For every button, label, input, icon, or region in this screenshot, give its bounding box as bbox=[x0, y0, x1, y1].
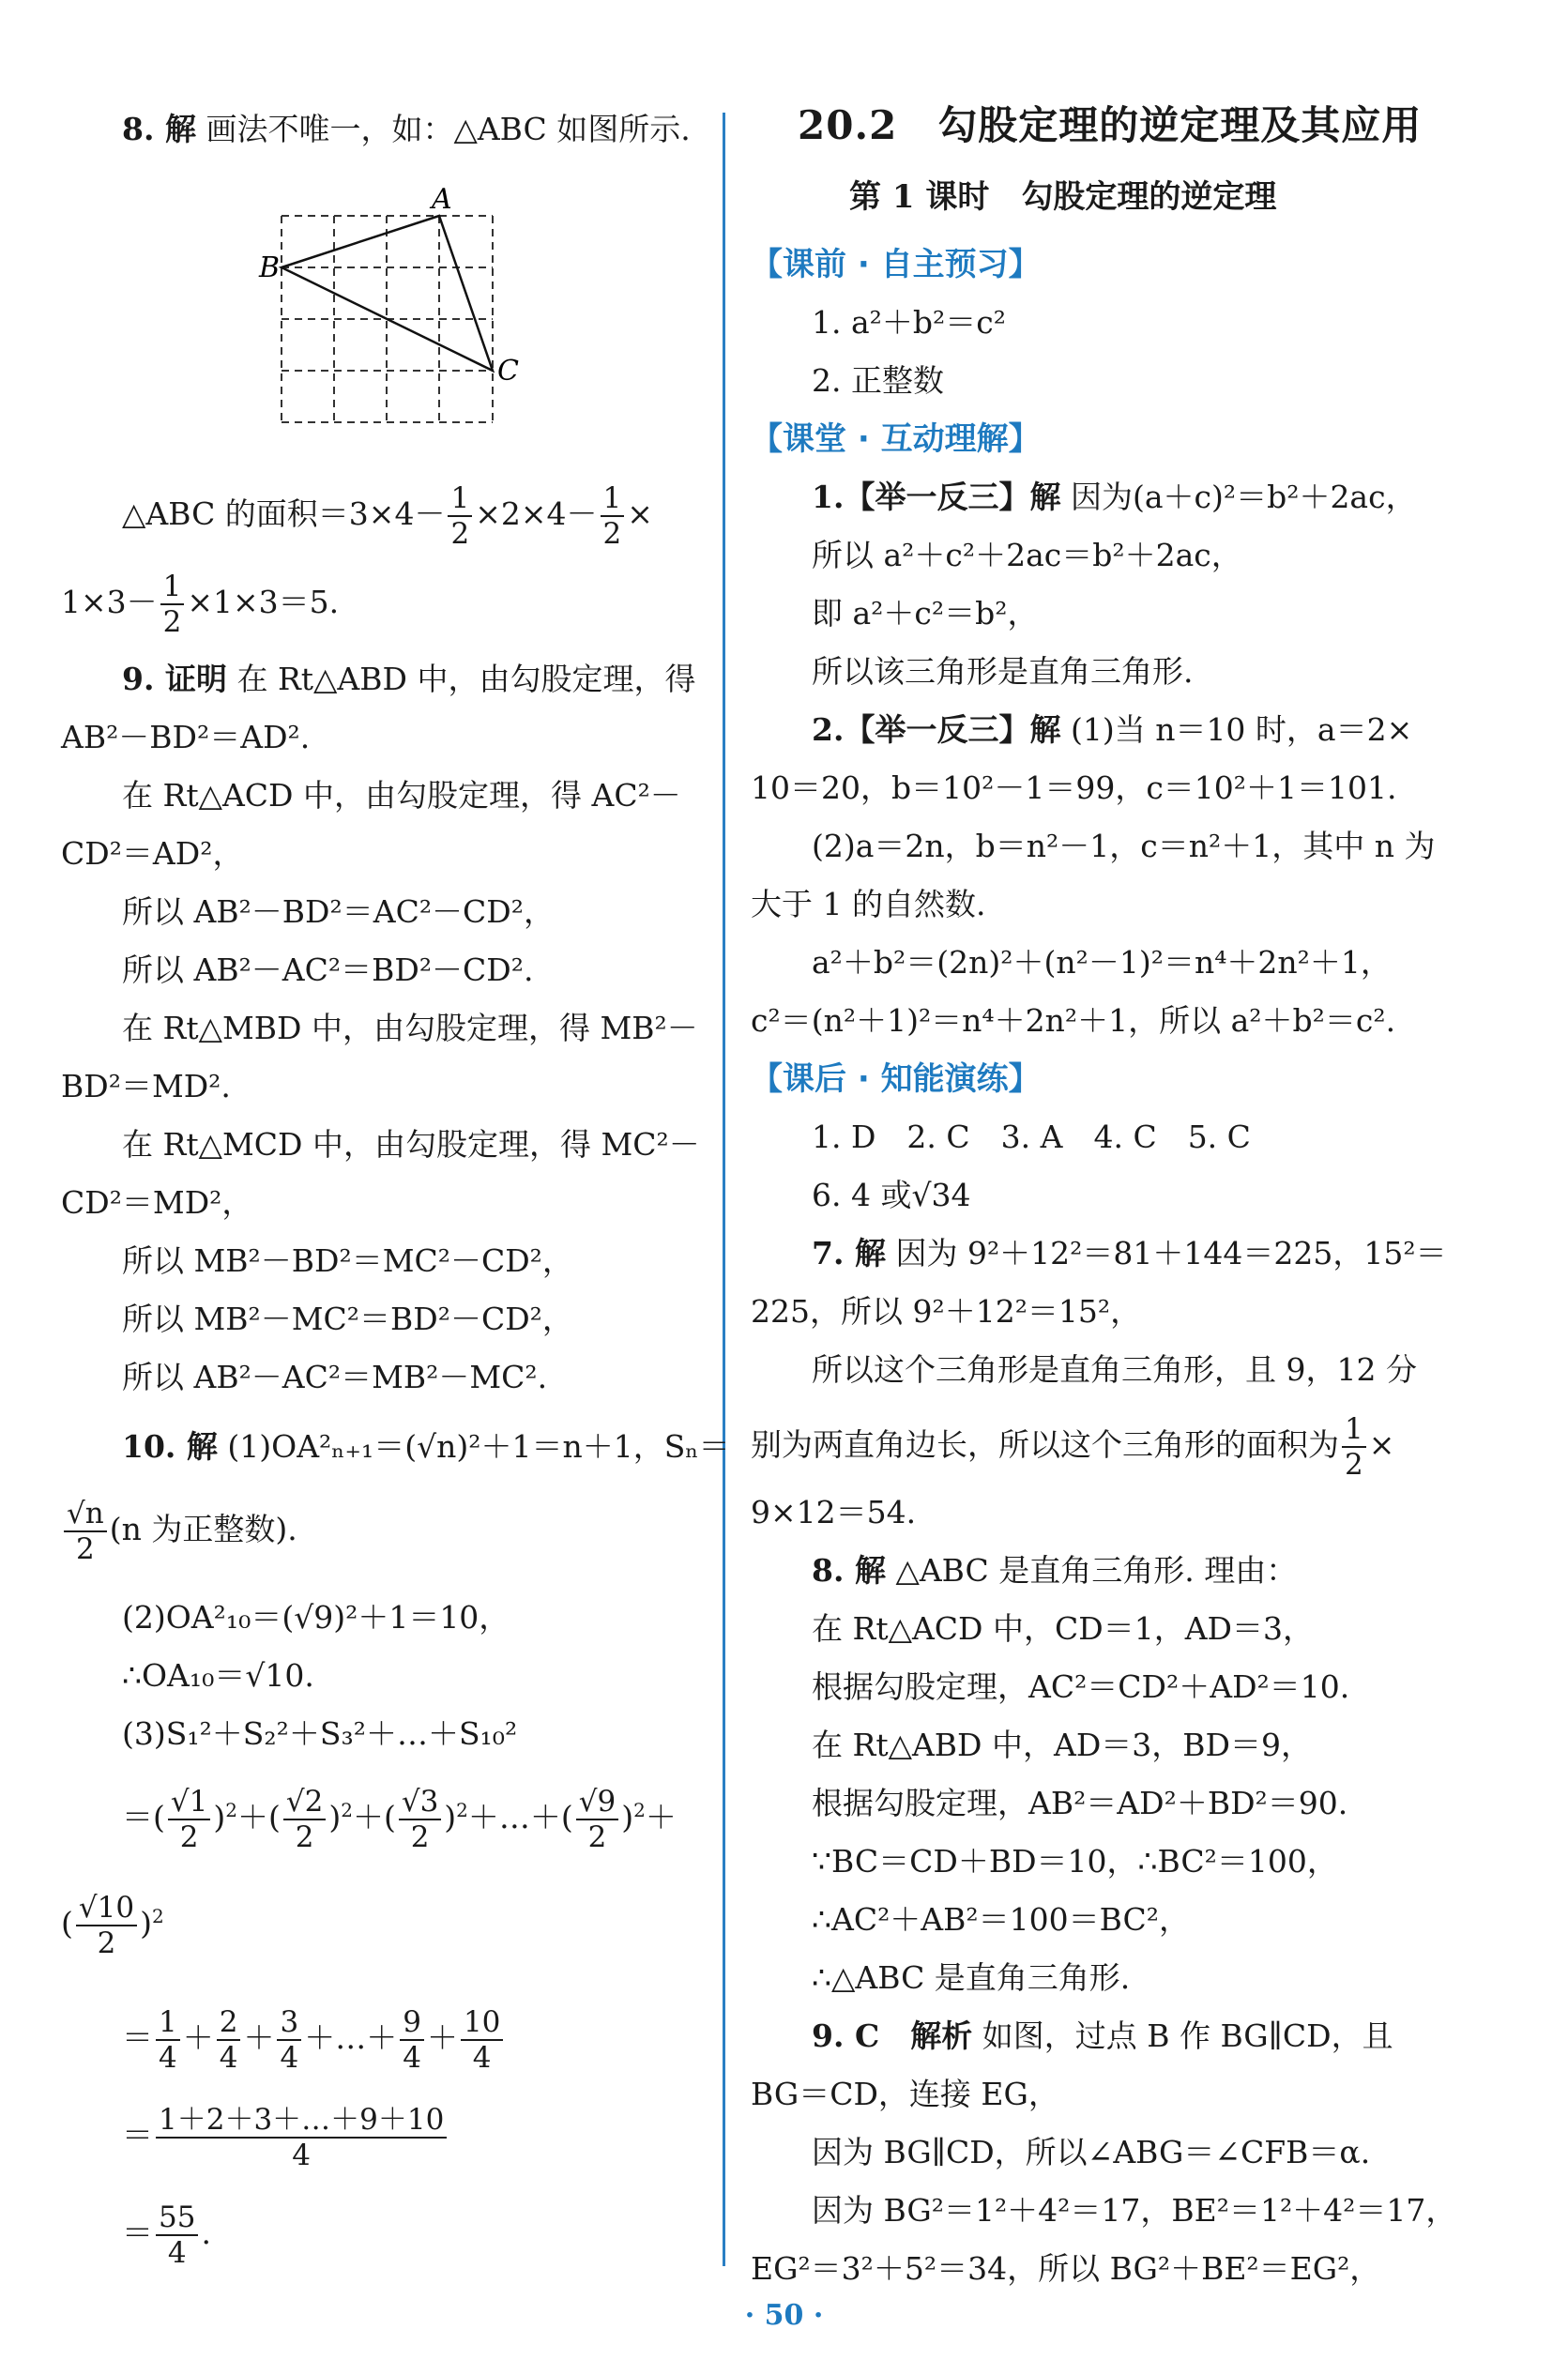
q10-line4: ∴OA₁₀＝√10. bbox=[122, 1657, 314, 1694]
numerator: √n bbox=[64, 1497, 107, 1532]
denominator: 2 bbox=[450, 517, 470, 551]
section-header-preview: 【课前 · 自主预习】 bbox=[751, 246, 1041, 283]
text: × bbox=[1368, 1426, 1395, 1463]
a8-line8: ∴△ABC 是直角三角形. bbox=[812, 1959, 1131, 1996]
text: 如图，过点 B 作 BG∥CD，且 bbox=[982, 2017, 1393, 2054]
after-answer-6: 6. 4 或√34 bbox=[812, 1177, 971, 1213]
denominator: 2 bbox=[1345, 1448, 1363, 1482]
text: ＝ bbox=[122, 2117, 153, 2154]
text: 因为 9²＋12²＝81＋144＝225，15²＝ bbox=[895, 1235, 1447, 1271]
a8-label: 8. 解 bbox=[812, 1552, 886, 1589]
q9-line12: 所以 MB²－MC²＝BD²－CD²， bbox=[122, 1301, 573, 1337]
q9-line1 bbox=[122, 659, 695, 700]
q10-sum-line5 bbox=[122, 2194, 211, 2273]
a7-label: 7. 解 bbox=[812, 1235, 886, 1271]
denominator: 2 bbox=[602, 517, 622, 551]
fraction bbox=[283, 1785, 326, 1854]
fraction bbox=[399, 1785, 441, 1854]
q8-grid-figure bbox=[259, 183, 525, 432]
numerator: 1 bbox=[156, 2005, 180, 2041]
numerator: 10 bbox=[461, 2005, 503, 2041]
numerator: √1 bbox=[168, 1785, 210, 1820]
fraction bbox=[156, 2103, 447, 2172]
fraction bbox=[156, 2200, 198, 2270]
text: ×1×3＝5. bbox=[187, 584, 340, 620]
fraction bbox=[76, 1891, 137, 1960]
q10-sum-line: ＝( $\frac{√1}{2}$ )$^2$＋( $\frac{√2}{2}$ )$^2$＋( $\frac{√3}{2}$ )$^2$＋…＋( $\frac{√9}{2}$ )$^2$＋ bbox=[122, 1785, 677, 1854]
text: 2 bbox=[341, 1799, 353, 1821]
c1-line2: 所以 a²＋c²＋2ac＝b²＋2ac， bbox=[812, 537, 1242, 573]
q10-line1 bbox=[122, 1426, 730, 1468]
text: 别为两直角边长，所以这个三角形的面积为 bbox=[751, 1426, 1339, 1463]
denominator: 4 bbox=[280, 2041, 299, 2075]
q9-line9: 在 Rt△MCD 中，由勾股定理，得 MC²－ bbox=[122, 1126, 700, 1163]
denominator: 2 bbox=[410, 1820, 430, 1854]
text: △ABC 是直角三角形. 理由： bbox=[895, 1552, 1298, 1589]
fraction bbox=[156, 2005, 180, 2075]
numerator: √2 bbox=[283, 1785, 326, 1820]
numerator: 1＋2＋3＋…＋9＋10 bbox=[156, 2103, 447, 2139]
text: ＝ bbox=[122, 2215, 153, 2251]
c2-line5: a²＋b²＝(2n)²＋(n²－1)²＝n⁴＋2n²＋1， bbox=[812, 944, 1392, 981]
numerator: 1 bbox=[1342, 1412, 1366, 1448]
text: . bbox=[201, 2215, 211, 2251]
numerator: 3 bbox=[277, 2005, 301, 2041]
numerator: 1 bbox=[448, 481, 472, 517]
a9-line2: BG＝CD，连接 EG， bbox=[751, 2076, 1059, 2112]
a7-line4 bbox=[751, 1408, 1394, 1483]
denominator: 4 bbox=[167, 2236, 187, 2270]
denominator: 4 bbox=[219, 2041, 238, 2075]
q8-text: 画法不唯一，如：△ABC 如图所示. bbox=[206, 111, 691, 147]
c2-line3: (2)a＝2n，b＝n²－1，c＝n²＋1，其中 n 为 bbox=[812, 828, 1436, 864]
numerator: 2 bbox=[217, 2005, 241, 2041]
q9-line3: 在 Rt△ACD 中，由勾股定理，得 AC²－ bbox=[122, 777, 681, 814]
c1-line3: 即 a²＋c²＝b²， bbox=[812, 595, 1039, 632]
denominator: 2 bbox=[162, 605, 182, 639]
denominator: 2 bbox=[295, 1820, 314, 1854]
q10-sum-line3 bbox=[122, 1999, 506, 2078]
label-a: A bbox=[432, 183, 452, 216]
a7-line2: 225，所以 9²＋12²＝15²， bbox=[751, 1293, 1142, 1330]
numerator: √9 bbox=[576, 1785, 618, 1820]
q9-line4: CD²＝AD²， bbox=[61, 835, 244, 872]
text: ＋ bbox=[426, 2019, 458, 2056]
text: ＋…＋ bbox=[304, 2019, 398, 2056]
text: (1)当 n＝10 时，a＝2× bbox=[1070, 711, 1413, 748]
a8-line6: ∵BC＝CD＋BD＝10，∴BC²＝100， bbox=[812, 1843, 1338, 1880]
c2-line1 bbox=[812, 709, 1412, 751]
preview-answer-1: 1. a²＋b²＝c² bbox=[812, 304, 1006, 341]
text: ＋ bbox=[243, 2019, 275, 2056]
c2-line6: c²＝(n²＋1)²＝n⁴＋2n²＋1，所以 a²＋b²＝c². bbox=[751, 1002, 1396, 1039]
a7-line1 bbox=[812, 1233, 1447, 1274]
c1-line4: 所以该三角形是直角三角形. bbox=[812, 653, 1194, 690]
a9-label: 9. C 解析 bbox=[812, 2017, 973, 2054]
q8-area-line2 bbox=[61, 567, 339, 639]
a8-line5: 根据勾股定理，AB²＝AD²＋BD²＝90. bbox=[812, 1785, 1348, 1821]
text: 2 bbox=[456, 1799, 468, 1821]
fraction bbox=[576, 1785, 618, 1854]
denominator: 2 bbox=[97, 1926, 116, 1960]
fraction bbox=[448, 481, 472, 551]
text: ＋ bbox=[182, 2019, 214, 2056]
fraction bbox=[1342, 1412, 1366, 1482]
denominator: 4 bbox=[403, 2041, 421, 2075]
text: × bbox=[627, 495, 653, 532]
c1-line1 bbox=[812, 477, 1417, 518]
fraction bbox=[217, 2005, 241, 2075]
q9-line13: 所以 AB²－AC²＝MB²－MC². bbox=[122, 1359, 548, 1395]
section-header-after-class: 【课后 · 知能演练】 bbox=[751, 1060, 1041, 1098]
q10-label: 10. 解 bbox=[122, 1428, 218, 1465]
a8-line1 bbox=[812, 1550, 1297, 1591]
numerator: 1 bbox=[160, 570, 185, 605]
label-b: B bbox=[259, 251, 281, 284]
q9-line7: 在 Rt△MBD 中，由勾股定理，得 MB²－ bbox=[122, 1010, 698, 1046]
text: 2 bbox=[151, 1905, 164, 1927]
text: ＋…＋ bbox=[467, 1799, 561, 1835]
text: ＋ bbox=[645, 1799, 677, 1835]
column-divider bbox=[723, 113, 725, 2266]
q9-line10: CD²＝MD²， bbox=[61, 1184, 253, 1221]
numerator: √10 bbox=[76, 1891, 137, 1926]
text: (1)OA²ₙ₊₁＝(√n)²＋1＝n＋1，Sₙ＝ bbox=[227, 1428, 730, 1465]
numerator: √3 bbox=[399, 1785, 441, 1820]
q9-label: 9. 证明 bbox=[122, 661, 227, 697]
denominator: 2 bbox=[587, 1820, 607, 1854]
q9-line6: 所以 AB²－AC²＝BD²－CD². bbox=[122, 952, 534, 988]
a7-line3: 所以这个三角形是直角三角形，且 9，12 分 bbox=[812, 1351, 1417, 1388]
fraction bbox=[160, 570, 185, 639]
numerator: 9 bbox=[400, 2005, 424, 2041]
preview-answer-2: 2. 正整数 bbox=[812, 362, 944, 399]
text: 2 bbox=[225, 1799, 237, 1821]
page-number: · 50 · bbox=[744, 2299, 824, 2332]
denominator: 2 bbox=[75, 1532, 95, 1566]
text: ＝ bbox=[122, 1799, 153, 1835]
a9-line5: EG²＝3²＋5²＝34，所以 BG²＋BE²＝EG²， bbox=[751, 2250, 1381, 2287]
fraction bbox=[277, 2005, 301, 2075]
lesson-subtitle: 第 1 课时 勾股定理的逆定理 bbox=[849, 178, 1277, 216]
text: △ABC 的面积＝3×4－ bbox=[122, 495, 446, 532]
a8-line2: 在 Rt△ACD 中，CD＝1，AD＝3， bbox=[812, 1610, 1314, 1647]
fraction bbox=[64, 1497, 107, 1566]
fraction bbox=[400, 2005, 424, 2075]
text: 2 bbox=[633, 1799, 646, 1821]
q9-line5: 所以 AB²－BD²＝AC²－CD²， bbox=[122, 893, 555, 930]
q10-line5: (3)S₁²＋S₂²＋S₃²＋…＋S₁₀² bbox=[122, 1715, 518, 1752]
q10-line3: (2)OA²₁₀＝(√9)²＋1＝10， bbox=[122, 1599, 510, 1636]
q8-area-line1 bbox=[122, 479, 653, 551]
q10-sum-line4 bbox=[122, 2096, 449, 2175]
q9-line11: 所以 MB²－BD²＝MC²－CD²， bbox=[122, 1242, 573, 1279]
denominator: 2 bbox=[179, 1820, 199, 1854]
text: 在 Rt△ABD 中，由勾股定理，得 bbox=[236, 661, 696, 697]
fraction bbox=[168, 1785, 210, 1854]
q9-line8: BD²＝MD². bbox=[61, 1068, 231, 1104]
numerator: 55 bbox=[156, 2200, 198, 2236]
text: (n 为正整数). bbox=[109, 1511, 297, 1547]
c2-line2: 10＝20，b＝10²－1＝99，c＝10²＋1＝101. bbox=[751, 769, 1397, 806]
denominator: 4 bbox=[472, 2041, 492, 2075]
fraction bbox=[601, 481, 625, 551]
q10-sum-line2: ( $\frac{√10}{2}$ )$^2$ bbox=[61, 1891, 164, 1960]
after-answers-1-5: 1. D 2. C 3. A 4. C 5. C bbox=[812, 1119, 1251, 1155]
a7-line5: 9×12＝54. bbox=[751, 1494, 917, 1530]
q8-label: 8. 解 bbox=[122, 111, 196, 147]
c1-label: 1.【举一反三】解 bbox=[812, 479, 1061, 515]
fraction bbox=[461, 2005, 503, 2075]
numerator: 1 bbox=[601, 481, 625, 517]
c2-label: 2.【举一反三】解 bbox=[812, 711, 1061, 748]
q9-line2: AB²－BD²＝AD². bbox=[61, 719, 311, 755]
section-title: 20.2 勾股定理的逆定理及其应用 bbox=[798, 102, 1423, 148]
label-c: C bbox=[497, 355, 519, 388]
section-header-classroom: 【课堂 · 互动理解】 bbox=[751, 420, 1041, 458]
c2-line4: 大于 1 的自然数. bbox=[751, 886, 986, 922]
text: 因为(a＋c)²＝b²＋2ac， bbox=[1070, 479, 1417, 515]
text: ＋ bbox=[236, 1799, 268, 1835]
a9-line3: 因为 BG∥CD，所以∠ABG＝∠CFB＝α. bbox=[812, 2134, 1371, 2170]
denominator: 4 bbox=[292, 2139, 312, 2172]
text: ＋ bbox=[352, 1799, 384, 1835]
text: ×2×4－ bbox=[475, 495, 598, 532]
text: 1×3－ bbox=[61, 584, 158, 620]
text: ＝ bbox=[122, 2019, 153, 2056]
a8-line7: ∴AC²＋AB²＝100＝BC²， bbox=[812, 1901, 1190, 1938]
a8-line4: 在 Rt△ABD 中，AD＝3，BD＝9， bbox=[812, 1727, 1312, 1763]
a9-line4: 因为 BG²＝1²＋4²＝17，BE²＝1²＋4²＝17， bbox=[812, 2192, 1457, 2229]
denominator: 4 bbox=[159, 2041, 177, 2075]
q8-line bbox=[122, 109, 691, 150]
a8-line3: 根据勾股定理，AC²＝CD²＋AD²＝10. bbox=[812, 1668, 1350, 1705]
a9-line1 bbox=[812, 2016, 1393, 2057]
q10-line2 bbox=[61, 1492, 297, 1567]
